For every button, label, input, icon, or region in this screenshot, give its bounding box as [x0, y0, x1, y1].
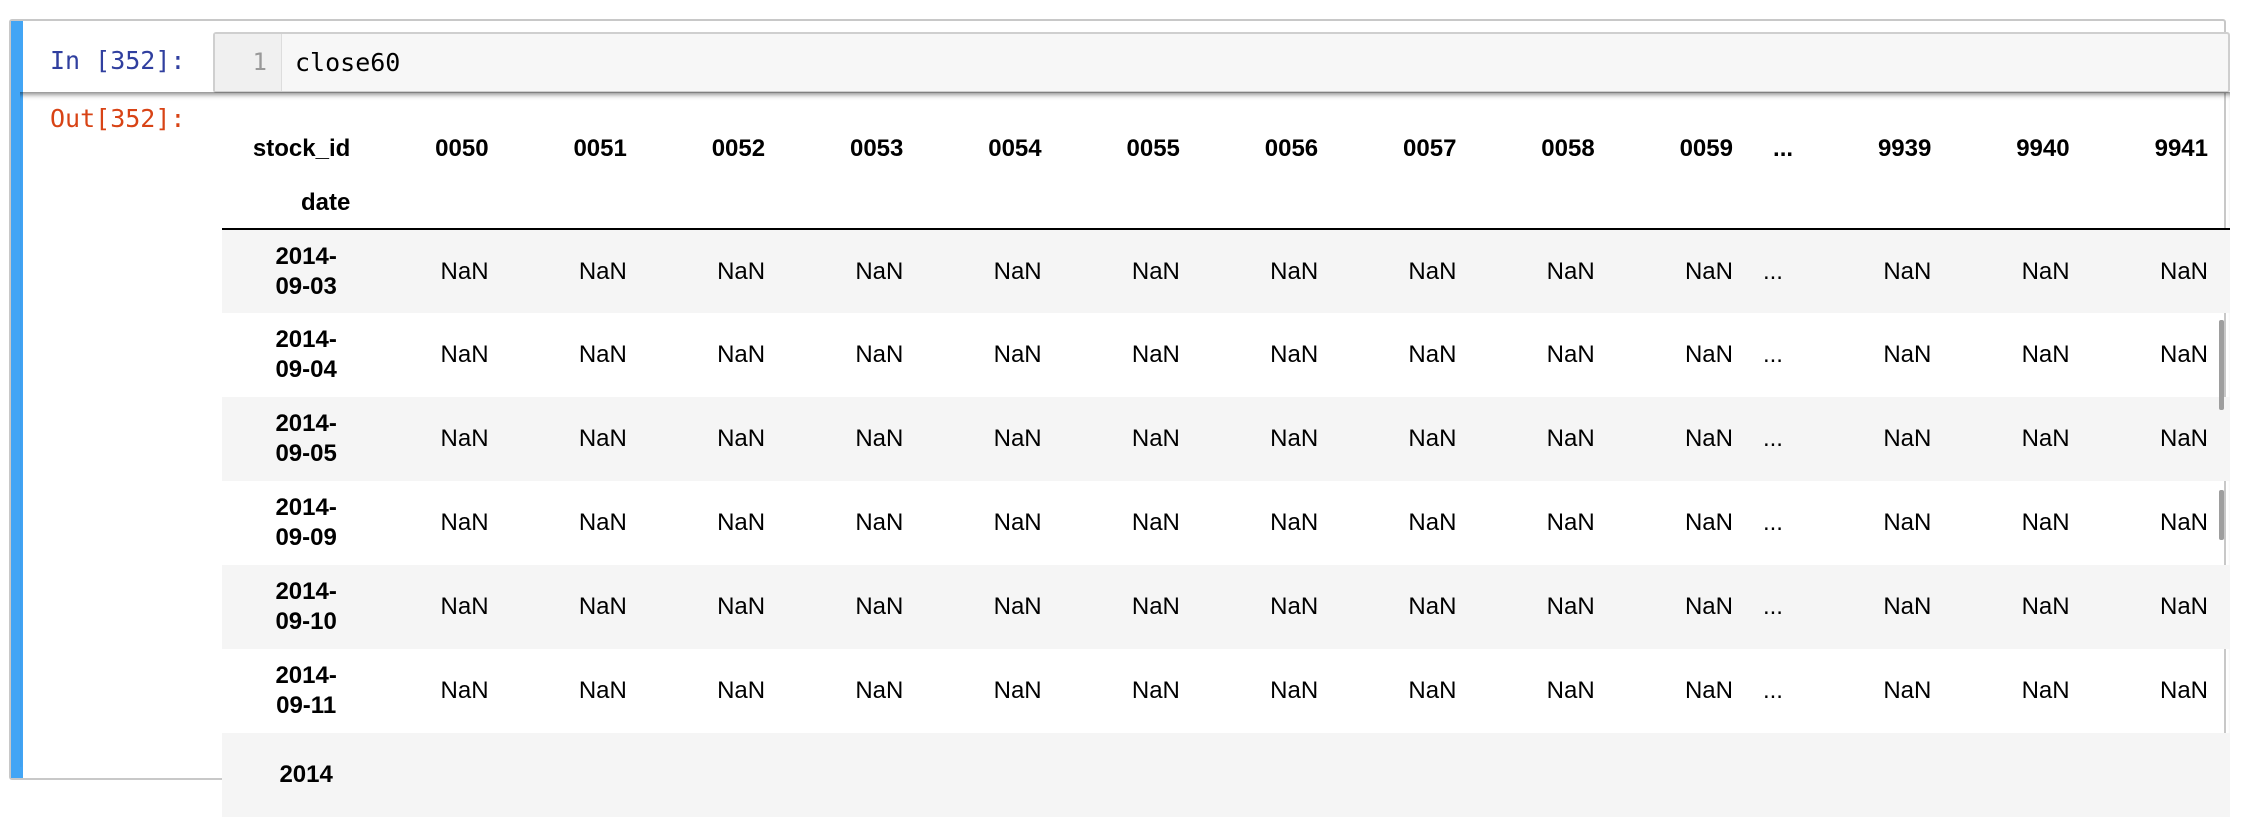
index-header-spacer — [925, 177, 1063, 229]
index-header-row — [222, 177, 2230, 229]
date-year: 2014- — [275, 662, 337, 689]
value-cell — [1953, 733, 2091, 817]
value-cell: NaN — [578, 593, 627, 620]
column-header: 0058 — [1541, 134, 1595, 162]
value-cell: NaN — [855, 509, 904, 536]
output-scrollbar[interactable] — [2219, 320, 2224, 410]
dataframe-output — [222, 120, 2230, 788]
row-index-date — [222, 397, 372, 481]
ellipsis-cell — [1755, 733, 1815, 817]
value-cell: NaN — [2021, 257, 2070, 285]
column-header: 0050 — [435, 134, 489, 162]
dataframe-table — [222, 120, 2230, 817]
date-label — [266, 760, 346, 790]
index-header-spacer — [787, 177, 925, 229]
value-cell: NaN — [440, 425, 489, 452]
value-cell: NaN — [440, 341, 489, 368]
value-cell: NaN — [1684, 257, 1733, 285]
value-cell: NaN — [1270, 425, 1319, 452]
table-row — [222, 397, 2230, 481]
column-header-ellipsis: ... — [1773, 134, 1794, 162]
value-cell — [1815, 733, 1953, 817]
index-header-spacer — [1617, 177, 1755, 229]
code-editor[interactable] — [213, 32, 2230, 93]
value-cell — [787, 733, 925, 817]
value-cell: NaN — [1684, 425, 1733, 452]
row-index-date — [222, 649, 372, 733]
ellipsis-cell: ... — [1762, 341, 1783, 368]
value-cell: NaN — [1270, 341, 1319, 368]
value-cell: NaN — [2159, 677, 2208, 704]
column-header: 0053 — [849, 134, 904, 162]
value-cell: NaN — [1131, 425, 1180, 452]
value-cell: NaN — [1883, 341, 1932, 368]
value-cell — [1064, 733, 1202, 817]
line-number: 1 — [252, 48, 267, 76]
value-cell: NaN — [993, 593, 1042, 620]
value-cell — [1478, 733, 1616, 817]
value-cell — [1202, 733, 1340, 817]
row-index-date — [222, 481, 372, 565]
value-cell: NaN — [717, 509, 766, 536]
ellipsis-cell: ... — [1762, 593, 1783, 620]
value-cell: NaN — [2159, 593, 2208, 620]
index-header-spacer — [1815, 177, 1953, 229]
value-cell: NaN — [2021, 341, 2070, 368]
value-cell: NaN — [1408, 677, 1457, 704]
date-month-day: 09-05 — [275, 440, 337, 467]
value-cell: NaN — [855, 257, 904, 285]
value-cell: NaN — [578, 425, 627, 452]
date-month-day: 09-10 — [275, 608, 337, 635]
value-cell: NaN — [1546, 677, 1595, 704]
column-header-row — [222, 120, 2230, 177]
value-cell: NaN — [993, 677, 1042, 704]
index-header-spacer — [511, 177, 649, 229]
value-cell: NaN — [717, 677, 766, 704]
value-cell: NaN — [1546, 593, 1595, 620]
value-cell — [1617, 733, 1755, 817]
value-cell: NaN — [993, 257, 1042, 285]
table-row — [222, 649, 2230, 733]
date-label — [266, 409, 346, 469]
value-cell — [511, 733, 649, 817]
value-cell: NaN — [440, 257, 489, 285]
table-row — [222, 229, 2230, 313]
value-cell: NaN — [2021, 593, 2070, 620]
table-row — [222, 481, 2230, 565]
value-cell: NaN — [1883, 257, 1932, 285]
value-cell: NaN — [1684, 509, 1733, 536]
value-cell: NaN — [1684, 593, 1733, 620]
value-cell: NaN — [855, 593, 904, 620]
ellipsis-cell: ... — [1762, 425, 1783, 452]
table-row — [222, 565, 2230, 649]
value-cell: NaN — [1270, 677, 1319, 704]
index-header-spacer — [1478, 177, 1616, 229]
value-cell: NaN — [1883, 593, 1932, 620]
value-cell — [2092, 733, 2230, 817]
index-header-spacer — [1340, 177, 1478, 229]
column-header: 0052 — [711, 134, 766, 162]
date-year: 2014- — [275, 494, 337, 521]
value-cell: NaN — [1408, 593, 1457, 620]
value-cell: NaN — [993, 341, 1042, 368]
date-label — [266, 577, 346, 637]
value-cell: NaN — [440, 593, 489, 620]
value-cell: NaN — [1883, 509, 1932, 536]
value-cell: NaN — [2159, 341, 2208, 368]
value-cell: NaN — [1546, 341, 1595, 368]
index-name-header: date — [222, 177, 372, 229]
column-header: 0055 — [1126, 134, 1180, 162]
value-cell: NaN — [855, 677, 904, 704]
code-line[interactable]: close60 — [295, 48, 401, 77]
value-cell — [649, 733, 787, 817]
date-year: 2014- — [275, 326, 337, 353]
value-cell: NaN — [2021, 425, 2070, 452]
date-year: 2014- — [275, 242, 337, 270]
table-row — [222, 733, 2230, 817]
value-cell — [925, 733, 1063, 817]
index-header-spacer — [372, 177, 510, 229]
value-cell: NaN — [2021, 509, 2070, 536]
column-header: 9940 — [2016, 134, 2070, 162]
value-cell: NaN — [855, 425, 904, 452]
value-cell: NaN — [1131, 257, 1180, 285]
value-cell: NaN — [1546, 509, 1595, 536]
value-cell: NaN — [1408, 341, 1457, 368]
value-cell: NaN — [1883, 425, 1932, 452]
value-cell: NaN — [717, 341, 766, 368]
date-month-day: 09-11 — [276, 692, 337, 719]
date-label — [266, 242, 346, 302]
column-header: 0059 — [1679, 134, 1733, 162]
value-cell: NaN — [1270, 257, 1319, 285]
input-prompt: In [352]: — [50, 46, 186, 75]
date-month-day: 09-09 — [275, 524, 337, 551]
value-cell: NaN — [717, 257, 766, 285]
value-cell — [372, 733, 510, 817]
index-header-spacer — [1755, 177, 1815, 229]
row-index-date — [222, 229, 372, 313]
value-cell: NaN — [993, 509, 1042, 536]
index-header-spacer — [1202, 177, 1340, 229]
value-cell: NaN — [1270, 593, 1319, 620]
column-header: 9939 — [1877, 134, 1932, 162]
value-cell: NaN — [1546, 425, 1595, 452]
column-header: 0056 — [1264, 134, 1319, 162]
ellipsis-cell: ... — [1762, 509, 1783, 536]
value-cell: NaN — [578, 257, 627, 285]
date-year: 2014- — [275, 578, 337, 605]
index-header-spacer — [2092, 177, 2230, 229]
index-header-spacer — [649, 177, 787, 229]
value-cell: NaN — [1270, 509, 1319, 536]
value-cell: NaN — [578, 341, 627, 368]
value-cell: NaN — [1408, 509, 1457, 536]
columns-name-header: stock_id — [252, 134, 351, 162]
line-number-gutter — [215, 34, 282, 91]
ellipsis-cell: ... — [1762, 677, 1783, 704]
value-cell: NaN — [993, 425, 1042, 452]
date-label — [266, 325, 346, 385]
value-cell: NaN — [578, 509, 627, 536]
value-cell: NaN — [1131, 341, 1180, 368]
value-cell — [1340, 733, 1478, 817]
value-cell: NaN — [1408, 425, 1457, 452]
output-scrollbar-thumb[interactable] — [2219, 490, 2224, 540]
value-cell: NaN — [717, 425, 766, 452]
date-month-day: 09-04 — [275, 356, 337, 383]
date-year: 2014- — [275, 410, 337, 437]
value-cell: NaN — [1131, 509, 1180, 536]
date-label — [266, 661, 346, 721]
column-header: 0057 — [1403, 134, 1457, 162]
value-cell: NaN — [717, 593, 766, 620]
table-row — [222, 313, 2230, 397]
column-header: 9941 — [2154, 134, 2208, 162]
value-cell: NaN — [1546, 257, 1595, 285]
value-cell: NaN — [2159, 425, 2208, 452]
value-cell: NaN — [2159, 509, 2208, 536]
value-cell: NaN — [1408, 257, 1457, 285]
row-index-date — [222, 313, 372, 397]
value-cell: NaN — [855, 341, 904, 368]
ellipsis-cell: ... — [1762, 257, 1783, 285]
value-cell: NaN — [440, 509, 489, 536]
date-year: 2014 — [279, 761, 333, 788]
row-index-date — [222, 565, 372, 649]
value-cell: NaN — [440, 677, 489, 704]
value-cell: NaN — [1131, 677, 1180, 704]
value-cell: NaN — [1684, 677, 1733, 704]
output-prompt: Out[352]: — [50, 104, 186, 133]
value-cell: NaN — [1131, 593, 1180, 620]
index-header-spacer — [1953, 177, 2091, 229]
row-index-date — [222, 733, 372, 817]
date-label — [266, 493, 346, 553]
date-month-day: 09-03 — [275, 272, 337, 300]
value-cell: NaN — [578, 677, 627, 704]
value-cell: NaN — [1684, 341, 1733, 368]
index-header-spacer — [1064, 177, 1202, 229]
value-cell: NaN — [1883, 677, 1932, 704]
value-cell: NaN — [2021, 677, 2070, 704]
column-header: 0054 — [988, 134, 1042, 162]
value-cell: NaN — [2159, 257, 2208, 285]
column-header: 0051 — [573, 134, 627, 162]
